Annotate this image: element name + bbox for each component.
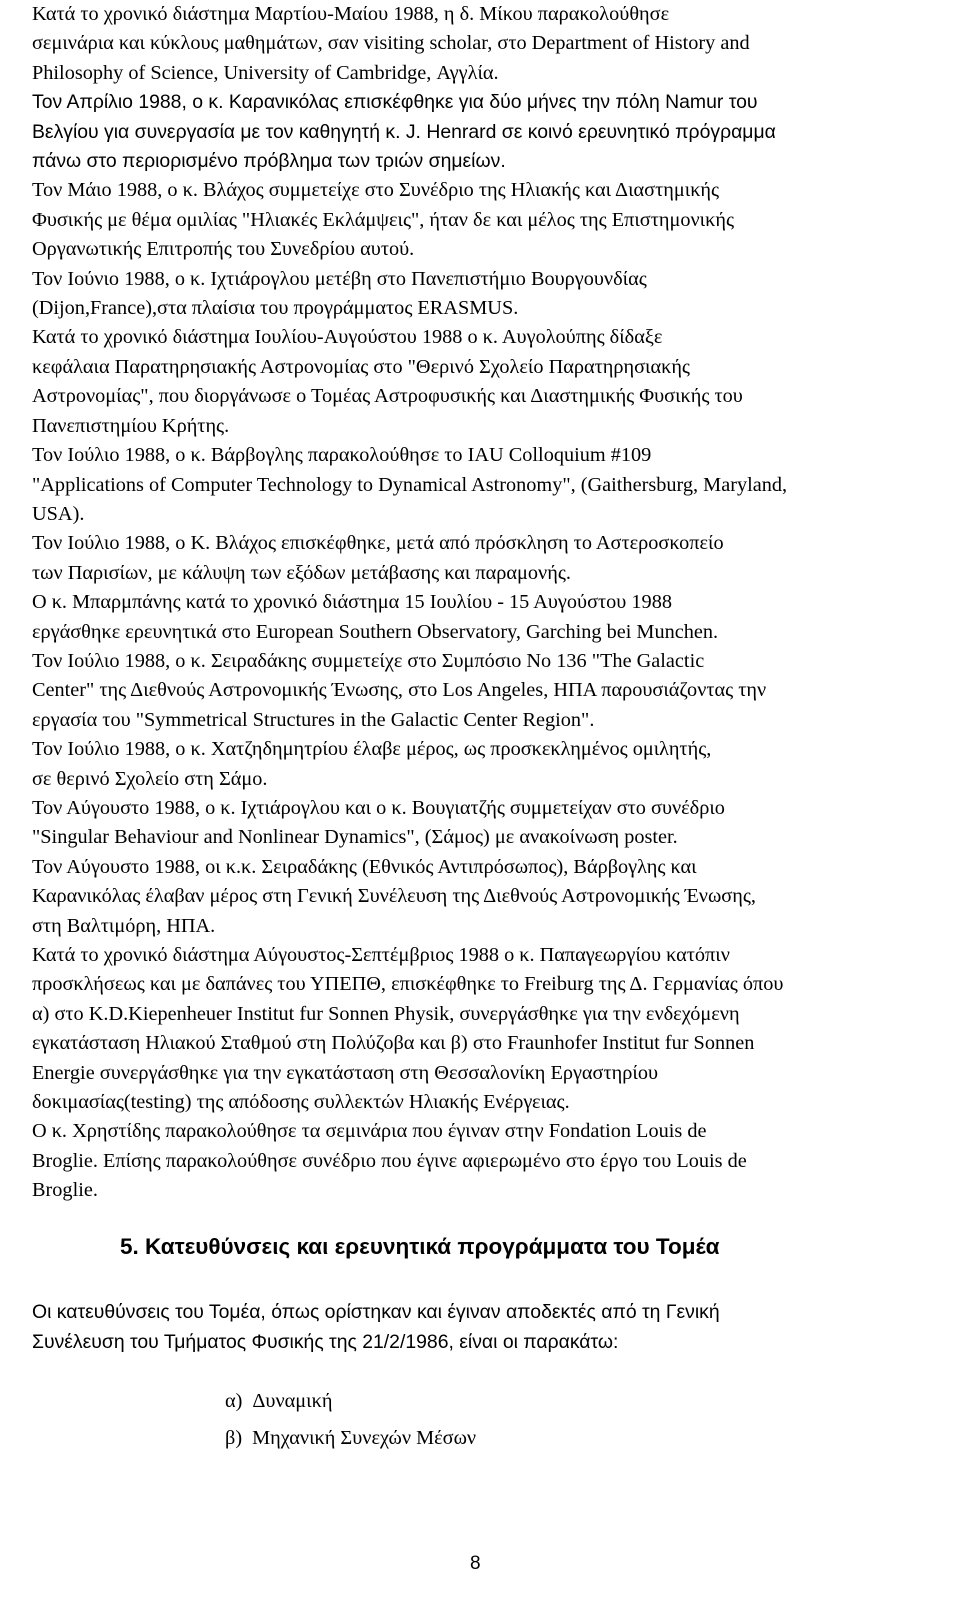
paragraph-ichtiaroglou-vougiatzis: Τον Αύγουστο 1988, ο κ. Ιχτιάρογλου και ο κ. Βουγιατζής συμμετείχαν στο συνέδριο "Singular Behaviour and Nonlinear Dynamics", (Σάμος) με ανακοίνωση poster. xyxy=(32,796,725,849)
list-marker: β) xyxy=(225,1427,243,1449)
paragraph-iau-general-assembly: Τον Αύγουστο 1988, οι κ.κ. Σειραδάκης (Εθνικός Αντιπρόσωπος), Βάρβογλης και Καρανικόλας έλαβαν μέρος στη Γενική Συνέλευση της Διεθνούς Αστρονομικής Ένωσης, στη Βαλτιμόρη, ΗΠΑ. xyxy=(32,855,756,937)
paragraph-vlachos-paris: Τον Ιούλιο 1988, ο Κ. Βλάχος επισκέφθηκε, μετά από πρόσκληση το Αστεροσκοπείο των Παρισίων, με κάλυψη των εξόδων μετάβασης και παραμονής. xyxy=(32,532,724,584)
paragraph-avgoloupis: Κατά το χρονικό διάστημα Ιουλίου-Αυγούστου 1988 ο κ. Αυγολούπης δίδαξε κεφάλαια Παρατηρησιακής Αστρονομίας στο "Θερινό Σχολείο Παρατηρησιακής Αστρονομίας", που διοργάνωσε ο Τομέας Αστροφυσικής και Διαστημικής Φυσικής του Πανεπιστημίου Κρήτης. xyxy=(32,326,743,437)
list-item xyxy=(225,1420,825,1457)
document-body xyxy=(32,0,912,1206)
paragraph-seiradakis-symposium: Τον Ιούλιο 1988, ο κ. Σειραδάκης συμμετείχε στο Συμπόσιο Νο 136 "The Galactic Center" της Διεθνούς Αστρονομικής Ένωσης, στο Los Angeles, ΗΠΑ παρουσιάζοντας την εργασία του "Symmetrical Structures in the Galactic Center Region". xyxy=(32,649,767,731)
paragraph-ichtiaroglou-dijon: Τον Ιούνιο 1988, ο κ. Ιχτιάρογλου μετέβη στο Πανεπιστήμιο Βουργουνδίας (Dijon,France),στα πλαίσια του προγράμματος ERASMUS. xyxy=(32,267,647,320)
paragraph-varvoglis-iau: Τον Ιούλιο 1988, ο κ. Βάρβογλης παρακολούθησε το IAU Colloquium #109 "Applications of Computer Technology to Dynamical Astronomy", (Gaithersburg, Maryland, USA). xyxy=(32,444,788,525)
paragraph-papageorgiou-freiburg: Κατά το χρονικό διάστημα Αύγουστος-Σεπτέμβριος 1988 ο κ. Παπαγεωργίου κατόπιν προσκλήσεως και με δαπάνες του ΥΠΕΠΘ, επισκέφθηκε το Freiburg της Δ. Γερμανίας όπου α) στο K.D.Kiepenheuer Institut fur Sonnen Physik, συνεργάσθηκε για την ενδεχόμενη εγκατάσταση Ηλιακού Σταθμού στη Πολύζοβα και β) στο Fraunhofer Institut fur Sonnen Energie συνεργάσθηκε για την εγκατάσταση στη Θεσσαλονίκη Εργαστηρίου δοκιμασίας(testing) της απόδοσης συλλεκτών Ηλιακής Ενέργειας. xyxy=(32,944,784,1114)
directions-list xyxy=(225,1383,825,1457)
section-intro: Οι κατευθύνσεις του Τομέα, όπως ορίστηκαν και έγιναν αποδεκτές από τη Γενική Συνέλευση του Τμήματος Φυσικής της 21/2/1986, είναι οι παρακάτω: xyxy=(32,1301,720,1353)
paragraph-vlachos-may: Τον Μάιο 1988, ο κ. Βλάχος συμμετείχε στο Συνέδριο της Ηλιακής και Διαστημικής Φυσικής με θέμα ομιλίας "Ηλιακές Εκλάμψεις", ήταν δε και μέλος της Επιστημονικής Οργανωτικής Επιτροπής του Συνεδρίου αυτού. xyxy=(32,179,734,261)
list-marker: α) xyxy=(225,1390,243,1412)
paragraph-mikou: Κατά το χρονικό διάστημα Μαρτίου-Μαίου 1988, η δ. Μίκου παρακολούθησε σεμινάρια και κύκλους μαθημάτων, σαν visiting scholar, στο Department of History and Philosophy of Science, University of Cambridge, Αγγλία. xyxy=(32,3,750,84)
paragraph-chatzidimitriou: Τον Ιούλιο 1988, ο κ. Χατζηδημητρίου έλαβε μέρος, ως προσκεκλημένος ομιλητής, σε θερινό Σχολείο στη Σάμο. xyxy=(32,738,712,790)
paragraph-christidis-broglie: Ο κ. Χρηστίδης παρακολούθησε τα σεμινάρια που έγιναν στην Fondation Louis de Broglie. Επίσης παρακολούθησε συνέδριο που έγινε αφιερωμένο στο έργο του Louis de Broglie. xyxy=(32,1120,747,1202)
paragraph-barbanis-eso: Ο κ. Μπαρμπάνης κατά το χρονικό διάστημα 15 Ιουλίου - 15 Αυγούστου 1988 εργάσθηκε ερευνητικά στο European Southern Observatory, Garching bei Munchen. xyxy=(32,591,719,643)
paragraph-karanikolas-namur: Τον Απρίλιο 1988, ο κ. Καρανικόλας επισκέφθηκε για δύο μήνες την πόλη Namur του Βελγίου για συνεργασία με τον καθηγητή κ. J. Henrard σε κοινό ερευνητικό πρόγραμμα πάνω στο περιορισμένο πρόβλημα των τριών σημείων. xyxy=(32,91,776,173)
list-item-text: Δυναμική xyxy=(252,1390,333,1412)
list-item-text: Μηχανική Συνεχών Μέσων xyxy=(252,1427,477,1449)
section-heading: 5. Κατευθύνσεις και ερευνητικά προγράμματα του Τομέα xyxy=(120,1234,720,1259)
list-item xyxy=(225,1383,825,1420)
page-number: 8 xyxy=(470,1553,481,1574)
